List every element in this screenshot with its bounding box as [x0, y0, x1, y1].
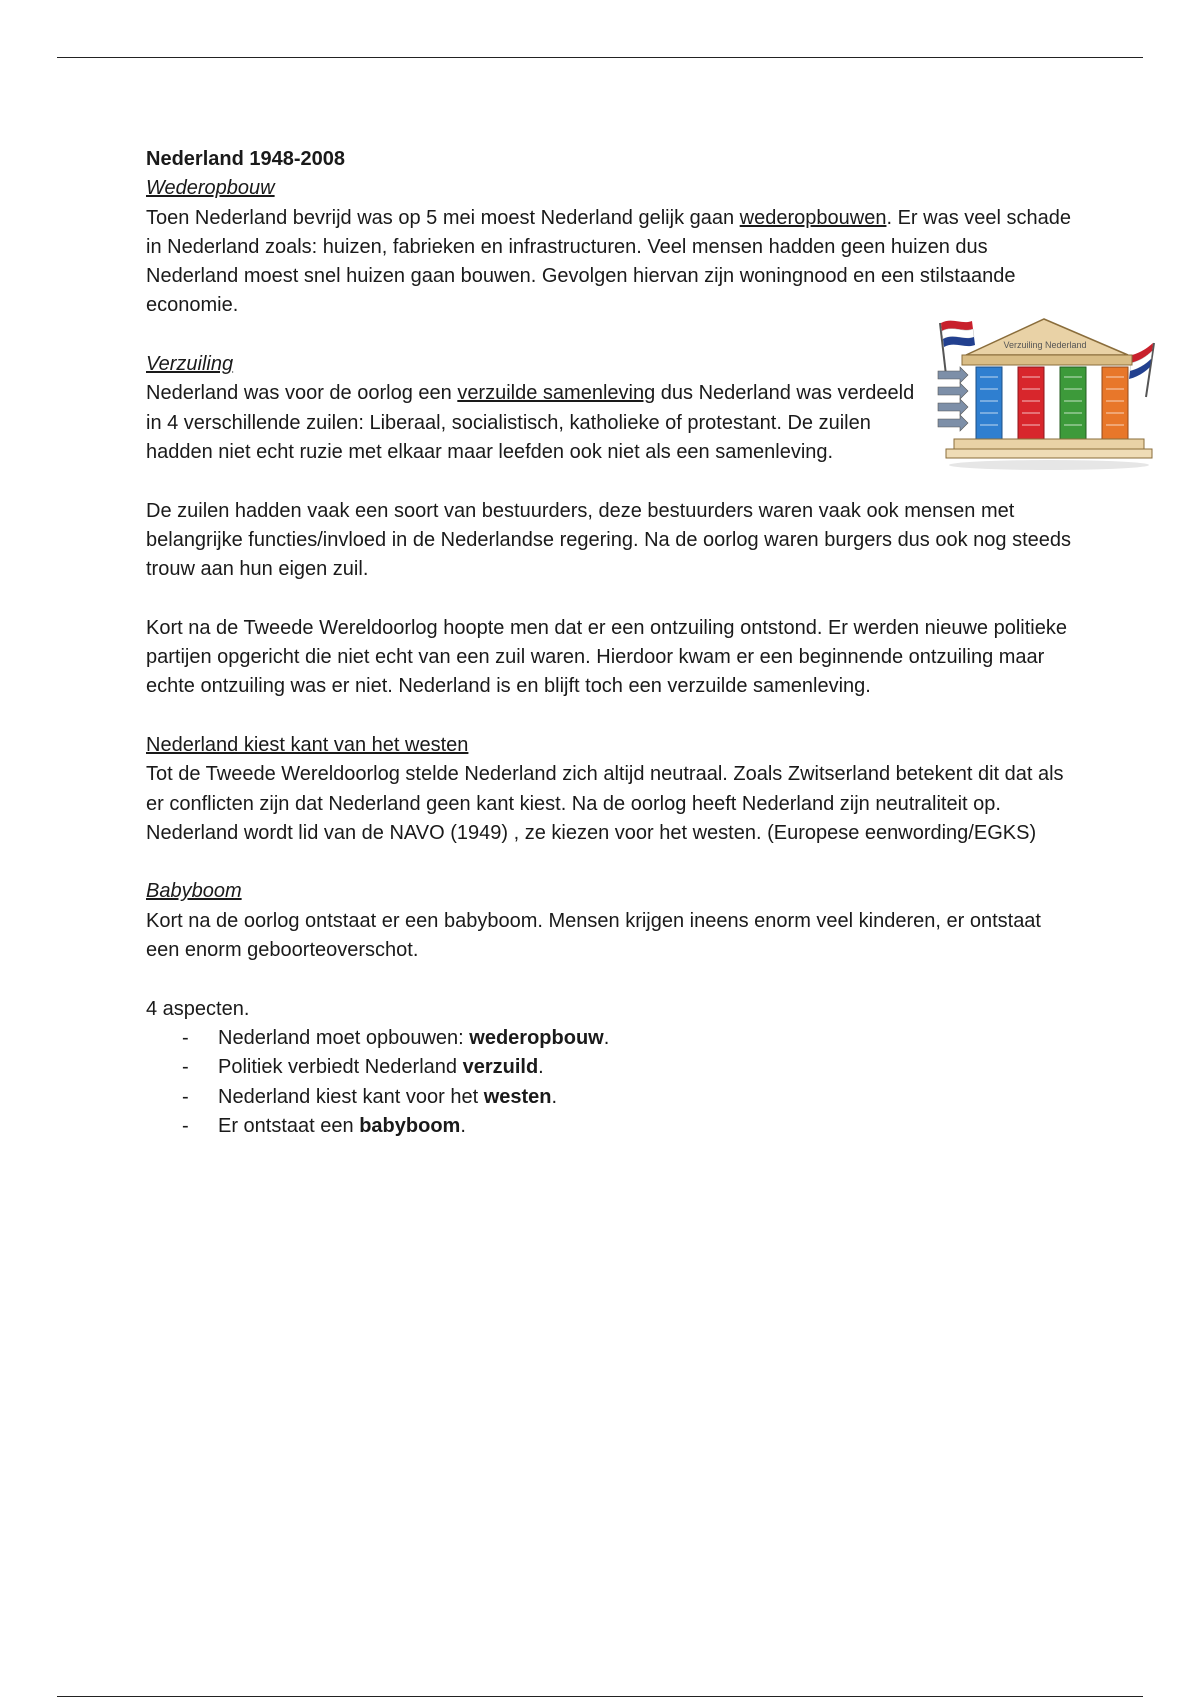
pillar-red: [1018, 367, 1044, 439]
pillar-blue: [976, 367, 1002, 439]
heading-babyboom: Babyboom: [146, 880, 242, 903]
bold-term: westen: [483, 1085, 552, 1108]
paragraph-westen: Tot de Tweede Wereldoorlog stelde Nederland zich altijd neutraal. Zoals Zwitserland betekent dit dat als er conflicten zijn dat Nederland geen kant kiest. Na de oorlog heeft Nederland zijn neutraliteit op. Nederland wordt lid van de NAVO (1949) , ze kiezen voor het westen. (Europese eenwording/EGKS): [146, 763, 1064, 844]
paragraph-verzuiling-2: De zuilen hadden vaak een soort van bestuurders, deze bestuurders waren vaak ook mensen met belangrijke functies/invloed in de Nederlandse regering. Na de oorlog waren burgers dus ook nog steeds trouw aan hun eigen zuil.: [146, 499, 1072, 581]
bullet-dash: -: [182, 1085, 189, 1108]
temple-caption: Verzuiling Nederland: [1003, 340, 1087, 350]
heading-westen: Nederland kiest kant van het westen: [146, 733, 469, 756]
text-segment: Politiek verbiedt Nederland: [218, 1056, 463, 1079]
paragraph-verzuiling-3: Kort na de Tweede Wereldoorlog hoopte men dat er een ontzuiling ontstond. Er werden nieuwe politieke partijen opgericht die niet echt van een zuil waren. Hierdoor kwam er een beginnende ontzuiling maar echte ontzuiling was er niet. Nederland is en blijft toch een verzuilde samenleving.: [146, 616, 1067, 698]
pillar-green: [1060, 367, 1086, 439]
underlined-term: wederopbouwen: [739, 206, 887, 229]
paragraph-verzuiling-1: [146, 379, 921, 467]
verzuiling-temple-illustration: [932, 315, 1164, 475]
heading-verzuiling: Verzuiling: [146, 353, 234, 376]
text-segment: Nederland kiest kant voor het: [218, 1085, 484, 1108]
temple-base: [954, 439, 1144, 449]
pillar-orange: [1102, 367, 1128, 439]
bold-term: verzuild: [462, 1056, 539, 1079]
paragraph-wederopbouw: [146, 204, 1076, 321]
aspects-intro: 4 aspecten.: [146, 997, 250, 1020]
text-segment: Er ontstaat een: [218, 1114, 360, 1137]
document-body: [146, 145, 1076, 1141]
document-title: Nederland 1948-2008: [146, 148, 346, 170]
bullet-dash: -: [182, 1114, 189, 1137]
text-segment: Nederland moet opbouwen:: [218, 1026, 470, 1049]
bullet-dash: -: [182, 1056, 189, 1079]
text-segment: Toen Nederland bevrijd was op 5 mei moest Nederland gelijk gaan: [146, 206, 740, 229]
aspects-list: [146, 1024, 1076, 1141]
list-item: [146, 1112, 1076, 1141]
text-segment: Nederland was voor de oorlog een: [146, 382, 458, 405]
header-rule: [57, 57, 1143, 58]
text-segment: .: [538, 1056, 544, 1079]
bullet-dash: -: [182, 1026, 189, 1049]
paragraph-babyboom: Kort na de oorlog ontstaat er een babyboom. Mensen krijgen ineens enorm veel kinderen, er ontstaat een enorm geboorteoverschot.: [146, 909, 1041, 962]
text-segment: . Er was veel schade in Nederland zoals: huizen, fabrieken en infrastructuren. Veel mensen hadden geen huizen dus Nederland moest snel huizen gaan bouwen. Gevolgen hiervan zijn woningnood en een stilstaande economie.: [146, 206, 1071, 317]
dutch-flag-left-icon: [940, 321, 975, 375]
text-segment: .: [460, 1114, 466, 1137]
list-item: [146, 1053, 1076, 1082]
bold-term: babyboom: [359, 1114, 461, 1137]
flag-stripe: [943, 337, 975, 347]
heading-wederopbouw: Wederopbouw: [146, 177, 275, 200]
footer-rule: [57, 1696, 1143, 1697]
text-segment: .: [551, 1085, 558, 1108]
dutch-flag-right-icon: [1129, 343, 1154, 397]
text-segment: .: [603, 1026, 610, 1049]
underlined-term: verzuilde samenleving: [457, 382, 656, 405]
bold-term: wederopbouw: [469, 1026, 604, 1049]
list-item: [146, 1024, 1076, 1053]
list-item: [146, 1083, 1076, 1112]
arrows-icon: [938, 367, 968, 431]
text-segment: dus Nederland was verdeeld in 4 verschillende zuilen: Liberaal, socialistisch, katholieke of protestant. De zuilen hadden niet echt ruzie met elkaar maar leefden ook niet als een samenleving.: [146, 382, 915, 463]
